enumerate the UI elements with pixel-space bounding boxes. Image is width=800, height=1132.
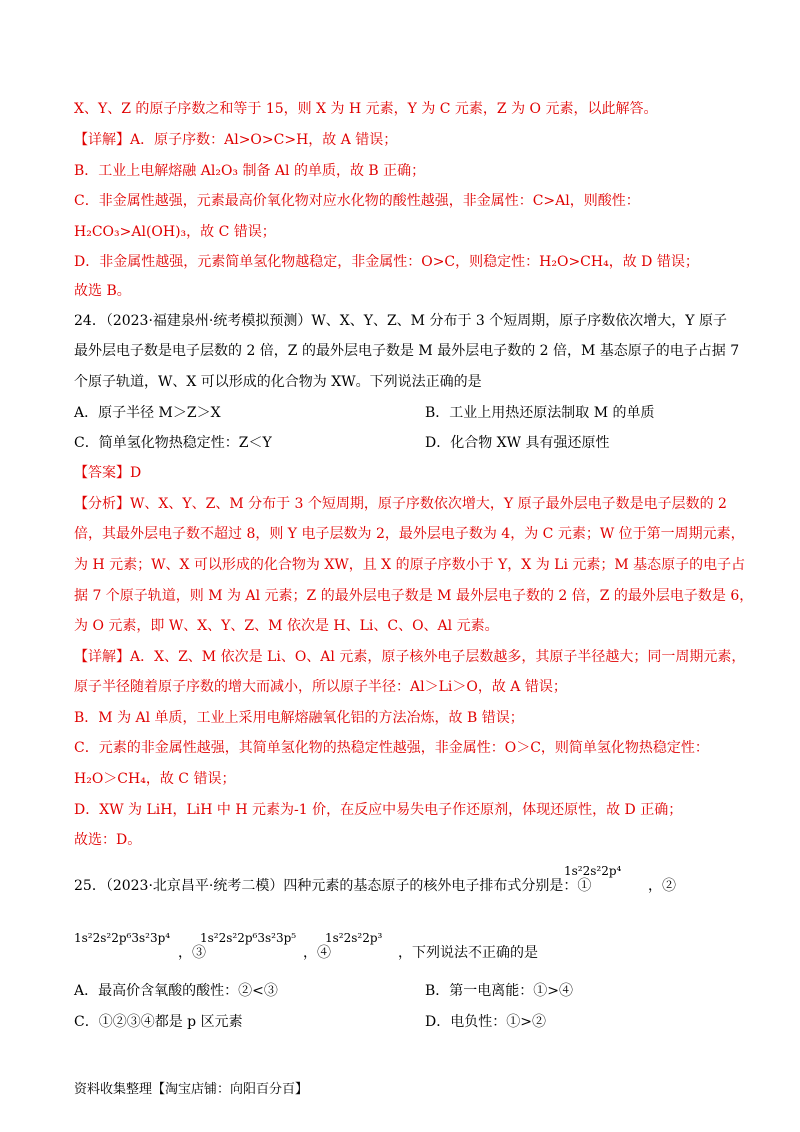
question-24-stem: 个原子轨道，W、X 可以形成的化合物为 XW。下列说法正确的是 [74,374,482,390]
detail-line: 原子半径随着原子序数的增大而减小，所以原子半径：Al＞Li＞O，故 A 错误； [74,679,567,695]
detail-line: 【详解】A．原子序数：Al>O>C>H，故 A 错误； [74,132,398,148]
detail-line: 【详解】A．X、Z、M 依次是 Li、O、Al 元素，原子核外电子层数越多，其原子半径越大；同一周期元素， [74,649,746,665]
answer-label: 【答案】D [74,465,142,481]
analysis-line: 据 7 个原子轨道，则 M 为 Al 元素；Z 的最外层电子数是 M 最外层电子数的 2 倍，Z 的最外层电子数是 6， [74,588,754,604]
mark-2: ，② [648,878,676,894]
mark-3: ，③ [178,945,206,961]
electron-config-2: 1s²2s²2p⁶3s²3p⁴ [74,931,171,945]
question-25-stem-text: 25．（2023·北京昌平·统考二模）四种元素的基态原子的核外电子排布式分别是：① [74,878,592,894]
conclusion-line: 故选：D。 [74,832,142,848]
detail-line: C．元素的非金属性越强，其简单氢化物的热稳定性越强，非金属性：O＞C，则简单氢化物热稳定性： [74,740,709,756]
analysis-line: 倍，其最外层电子数不超过 8，则 Y 电子层数为 2，最外层电子数为 4，为 C 元素；W 位于第一周期元素， [74,526,745,542]
option-b: B．工业上用热还原法制取 M 的单质 [425,405,655,421]
detail-line: B．M 为 Al 单质，工业上采用电解熔融氧化铝的方法冶炼，故 B 错误； [74,710,524,726]
option-b: B．第一电离能：①>④ [425,983,574,999]
electron-config-4: 1s²2s²2p³ [325,931,383,945]
analysis-line: 【分析】W、X、Y、Z、M 分布于 3 个短周期，原子序数依次增大，Y 原子最外层电子数是电子层数的 2 [74,496,727,512]
option-d: D．化合物 XW 具有强还原性 [425,435,610,451]
option-a: A．最高价含氧酸的酸性：②<③ [74,983,278,999]
detail-line: H₂O＞CH₄，故 C 错误； [74,771,236,787]
detail-line: H₂CO₃>Al(OH)₃，故 C 错误； [74,224,276,240]
question-25-tail: ，下列说法不正确的是 [398,945,538,961]
detail-line: D．非金属性越强，元素简单氢化物越稳定，非金属性：O>C，则稳定性：H₂O>CH₄，故 D 错误； [74,254,699,270]
question-25-stem [74,876,740,896]
electron-config-1: 1s²2s²2p⁴ [564,864,622,878]
option-a: A．原子半径 M＞Z＞X [74,405,221,421]
option-d: D．电负性：①>② [425,1014,546,1030]
option-c: C．①②③④都是 p 区元素 [74,1014,243,1030]
question-25-options-row [74,981,740,1001]
analysis-line: 为 O 元素，即 W、X、Y、Z、M 依次是 H、Li、C、O、Al 元素。 [74,618,499,634]
mark-4: ，④ [303,945,331,961]
detail-line: B．工业上电解熔融 Al₂O₃ 制备 Al 的单质，故 B 正确； [74,163,426,179]
conclusion-line: 故选 B。 [74,283,131,299]
question-24-stem: 24．（2023·福建泉州·统考模拟预测）W、X、Y、Z、M 分布于 3 个短周期，原子序数依次增大，Y 原子 [74,313,727,329]
question-24-options-row [74,403,740,423]
analysis-line: 为 H 元素；W、X 可以形成的化合物为 XW，且 X 的原子序数小于 Y，X 为 Li 元素；M 基态原子的电子占 [74,557,746,573]
footer-text: 资料收集整理【淘宝店铺：向阳百分百】 [74,1082,309,1097]
question-25-options-row [74,1012,740,1032]
option-c: C．简单氢化物热稳定性：Z＜Y [74,435,272,451]
detail-line: C．非金属性越强，元素最高价氧化物对应水化物的酸性越强，非金属性：C>Al，则酸性： [74,193,640,209]
electron-config-3: 1s²2s²2p⁶3s²3p⁵ [200,931,297,945]
explanation-line: X、Y、Z 的原子序数之和等于 15，则 X 为 H 元素，Y 为 C 元素，Z 为 O 元素，以此解答。 [74,101,658,117]
detail-line: D．XW 为 LiH，LiH 中 H 元素为-1 价，在反应中易失电子作还原剂，体现还原性，故 D 正确； [74,802,683,818]
question-24-stem: 最外层电子数是电子层数的 2 倍，Z 的最外层电子数是 M 最外层电子数的 2 倍，M 基态原子的电子占据 7 [74,343,740,359]
question-24-options-row [74,433,740,453]
